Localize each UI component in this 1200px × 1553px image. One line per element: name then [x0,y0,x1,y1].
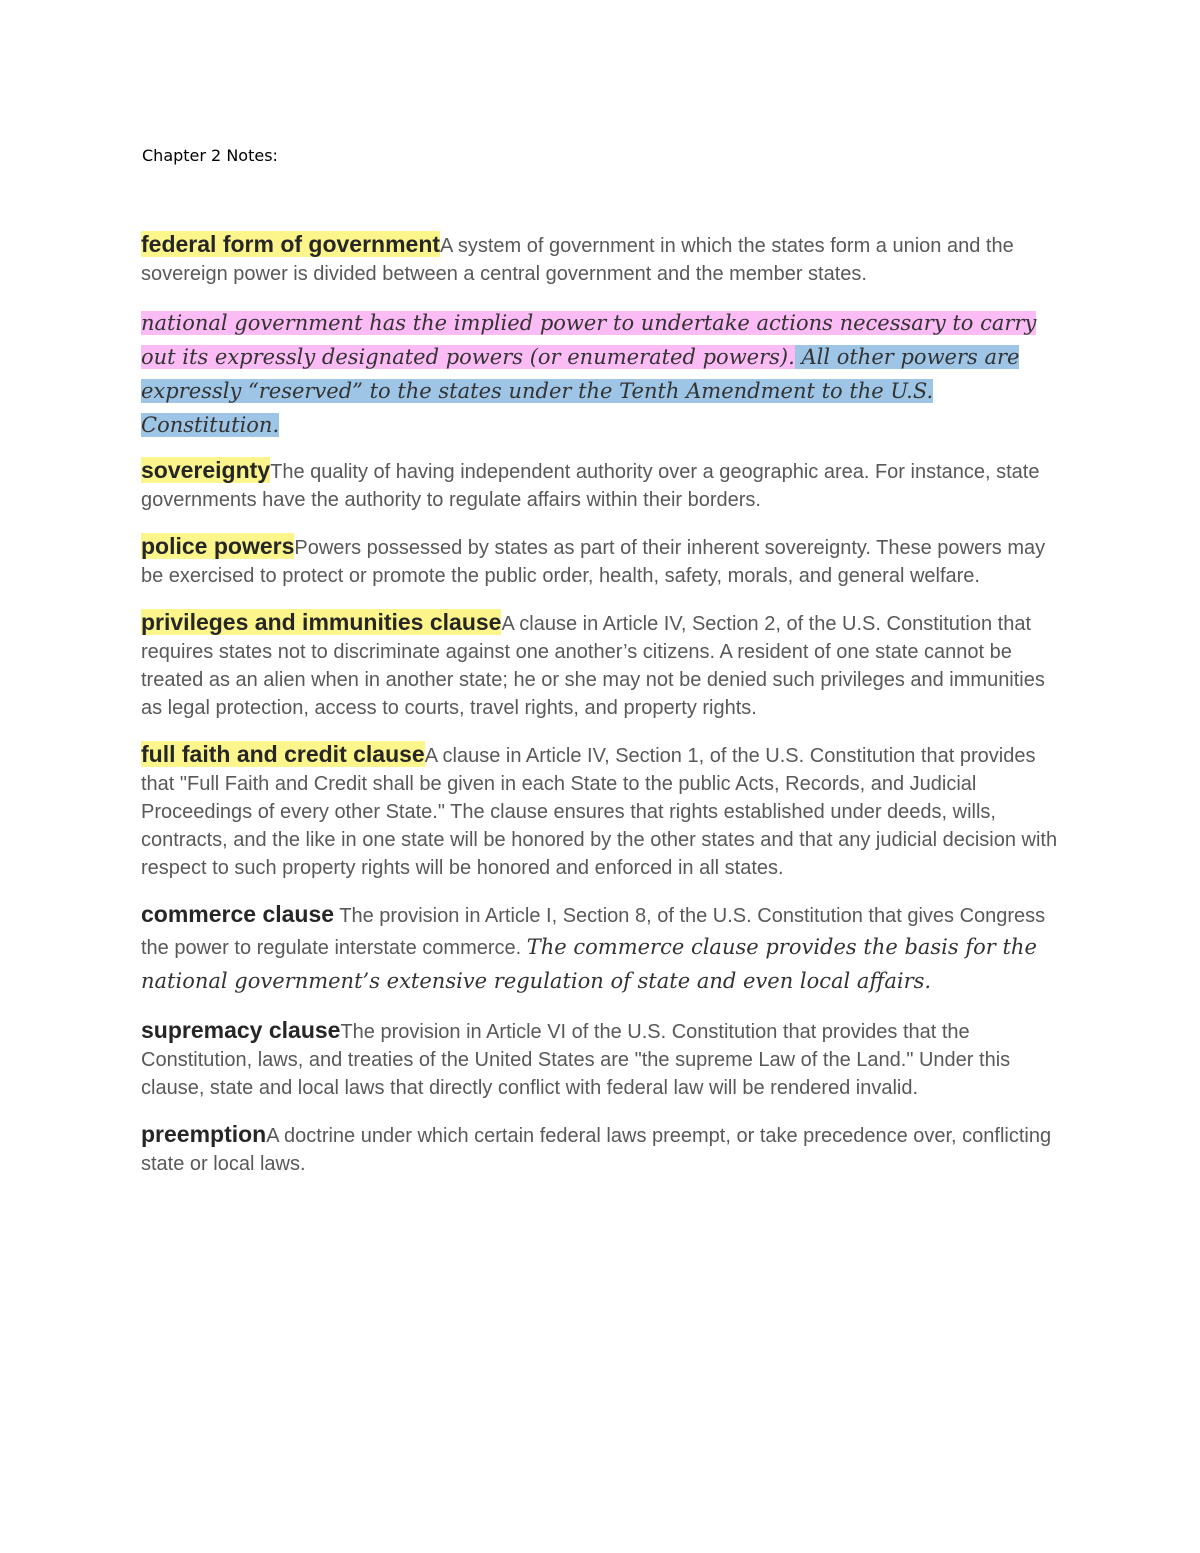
entry-commerce-clause [141,900,1061,998]
definition-text: A doctrine under which certain federal laws preempt, or take precedence over, conflicting state or local laws. [141,1125,1052,1175]
term-label: police powers [141,533,295,559]
term-label: federal form of government [141,231,441,257]
term-label: full faith and credit clause [141,741,425,767]
term-label: supremacy clause [141,1017,341,1043]
note-blue-highlight: All other powers are expressly “reserved” to the states under the Tenth Amendment to the U.S. Constitution. [141,345,1020,437]
definition-text: The provision in Article VI of the U.S. Constitution that provides that the Constitution, laws, and treaties of the United States are "the supreme Law of the Land." Under this clause, state and local laws that directly conflict with federal law will be rendered invalid. [141,1021,1011,1099]
entry-supremacy-clause [141,1016,1061,1102]
term-label: commerce clause [141,901,335,927]
entry-sovereignty [141,456,1061,514]
page-title: Chapter 2 Notes: [142,146,278,165]
entry-federal-form [141,230,1061,288]
emphasis-text: The commerce clause provides the basis for the national government’s extensive regulation of state and even local affairs. [141,935,1037,993]
entry-privileges-immunities [141,608,1061,722]
note-pink-highlight: national government has the implied power to undertake actions necessary to carry out its expressly designated powers (or enumerated powers). [141,311,1037,369]
highlighted-note [141,306,1061,442]
definition-text: The quality of having independent authority over a geographic area. For instance, state governments have the authority to regulate affairs within their borders. [141,461,1040,511]
term-label: privileges and immunities clause [141,609,502,635]
definition-text: A system of government in which the states form a union and the sovereign power is divided between a central government and the member states. [141,235,1014,285]
entry-preemption [141,1120,1061,1178]
entry-police-powers [141,532,1061,590]
term-label: sovereignty [141,457,271,483]
notes-body [141,230,1061,1196]
term-label: preemption [141,1121,267,1147]
definition-text: A clause in Article IV, Section 1, of the U.S. Constitution that provides that "Full Faith and Credit shall be given in each State to the public Acts, Records, and Judicial Proceedings of every other State." The clause ensures that rights established under deeds, wills, contracts, and the like in one state will be honored by the other states and that any judicial decision with respect to such property rights will be honored and enforced in all states. [141,745,1058,879]
definition-text: Powers possessed by states as part of their inherent sovereignty. These powers may be exercised to protect or promote the public order, health, safety, morals, and general welfare. [141,537,1046,587]
entry-full-faith-credit [141,740,1061,882]
definition-text: A clause in Article IV, Section 2, of the U.S. Constitution that requires states not to discriminate against one another’s citizens. A resident of one state cannot be treated as an alien when in another state; he or she may not be denied such privileges and immunities as legal protection, access to courts, travel rights, and property rights. [141,613,1045,719]
definition-text: The provision in Article I, Section 8, of the U.S. Constitution that gives Congress the power to regulate interstate commerce. [141,905,1046,959]
